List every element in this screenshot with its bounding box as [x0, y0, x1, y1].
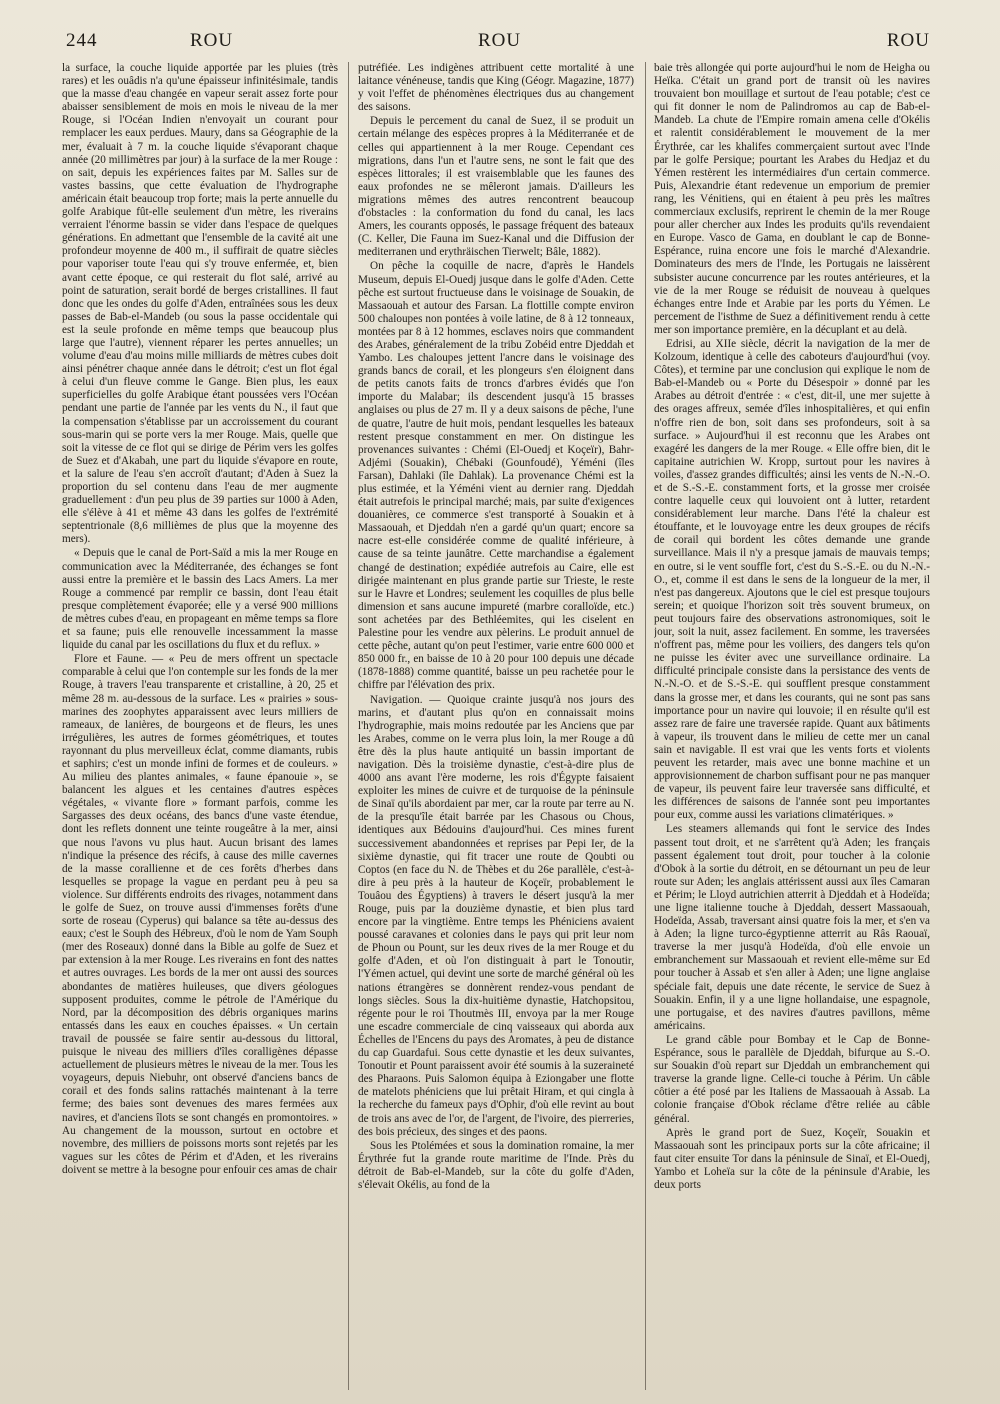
column-rule	[645, 62, 646, 1390]
paragraph: baie très allongée qui porte aujourd'hui le nom de Heigha ou Heïka. C'était un grand port de transit où les navires trouvaient bon mouillage et surtout de l'eau potable; c'est ce qui fit donner le nom de Palindromos au cap de Bab-el-Mandeb. La chute de l'Empire romain amena celle d'Okélis et ralentit considérablement le mouvement de la mer Érythrée, car les khalifes commerçaient surtout avec l'Inde par le golfe Persique; pourtant les Arabes du Hedjaz et du Yémen restèrent les intermédiaires d'un certain commerce. Puis, Alexandrie étant redevenue un emporium de premier rang, les Vénitiens, qui en étaient à peu près les maîtres commerciaux exclusifs, reprirent le chemin de la mer Rouge pour aller chercher aux Indes les produits qu'ils revendaient en Europe. Vasco de Gama, en doublant le cap de Bonne-Espérance, ruina encore une fois le marché d'Alexandrie. Dominateurs des mers de l'Inde, les Portugais ne laissèrent subsister aucune concurrence par les routes antérieures, et la vie de la mer Rouge se réduisit de nouveau à quelques échanges entre Inde et Arabie par les ports du Yémen. Le percement de l'isthme de Suez a définitivement rendu à cette mer son importance première, en la décuplant et au delà.	[654, 62, 930, 336]
column-1	[62, 62, 338, 1390]
paragraph-navigation: Navigation. — Quoique crainte jusqu'à nos jours des marins, et d'autant plus qu'on en connaissait moins l'hydrographie, mais moins redoutée par les Anciens que par les Arabes, comme on le verra plus loin, la mer Rouge a dû être dès la plus haute antiquité un bassin important de navigation. Dès la troisième dynastie, c'est-à-dire plus de 4000 ans avant l'ère moderne, les rois d'Égypte faisaient exploiter les mines de cuivre et de turquoise de la péninsule de Sinaï qu'ils abordaient par mer, car la route par terre au N. de la presqu'île était barrée par les Chasous ou Chous, identiques aux Bédouins d'aujourd'hui. Ces mines furent successivement abandonnées et reprises par Pepi Ier, de la sixième dynastie, qui fit tracer une route de Qoubti ou Coptos (en face du N. de Thèbes et du 26e parallèle, c'est-à-dire à peu près à la hauteur de Koçeïr, probablement le Touâou des Égyptiens) à travers le désert jusqu'à la mer Rouge, puis par la douzième dynastie, et bien plus tard encore par la vingtième. Entre temps les Phéniciens avaient poussé caravanes et colonies dans le pays qui prit leur nom de Phoun ou Pount, sur les deux rives de la mer Rouge et du golfe d'Aden, et où l'on distinguait à part le Tonoutir, l'Yémen actuel, qui devint une sorte de marché général où les nations étrangères se donnèrent rendez-vous pendant de longs siècles. Sous la dix-huitième dynastie, Hatchopsitou, régente pour le roi Thoutmès III, envoya par la mer Rouge une escadre commerciale de cinq vaisseaux qui aborda aux Échelles de l'Encens du pays des Aromates, à peu de distance du cap Guardafui. Sous cette dynastie et les deux suivantes, Tonoutir et Pount paraissent avoir été soumis à la suzeraineté des Pharaons. Puis Salomon équipa à Eziongaber une flotte de matelots phéniciens que lui prêtait Hiram, et qui cingla à la recherche du fameux pays d'Ophir, d'où elle revint au bout de trois ans avec de l'or, de l'argent, de l'ivoire, des pierreries, des bois précieux, des singes et des paons.	[358, 693, 634, 1138]
paragraph: « Depuis que le canal de Port-Saïd a mis la mer Rouge en communication avec la Méditerranée, des échanges se font aussi entre la première et le bassin des Lacs Amers. La mer Rouge a commencé par remplir ce bassin, dont l'eau était presque complètement évaporée; elle y a versé 900 millions de mètres cubes d'eau, en propageant en même temps sa flore et sa faune; puis elle renouvelle incessamment la masse liquide du canal par les oscillations du flux et du reflux. »	[62, 547, 338, 652]
paragraph: Edrisi, au XIIe siècle, décrit la navigation de la mer de Kolzoum, identique à celle des caboteurs d'aujourd'hui (voy. Côtes), et termine par une conclusion qui explique le nom de Bab-el-Mandeb ou « Porte du Désespoir » donné par les Arabes au détroit d'entrée : « c'est, dit-il, une mer sujette à des orages affreux, semée d'îles inhospitalières, et qui enfin n'offre rien de bon, soit dans ses profondeurs, soit à sa surface. » Aujourd'hui il est reconnu que les Arabes ont exagéré les dangers de la mer Rouge. « Elle offre bien, dit le capitaine autrichien W. Kropp, surtout pour les navires à voiles, d'assez grandes difficultés; ainsi les vents de N.-N.-O. et de S.-S.-E. constamment forts, et la grosse mer croisée contre laquelle ceux qui louvoient ont à lutter, retardent considérablement leur marche. Dans l'été la chaleur est étouffante, et le louvoyage entre les deux groupes de récifs de corail qui bordent les côtes demande une grande surveillance. Mais il n'y a presque jamais de mauvais temps; en outre, si le vent souffle fort, c'est du S.-S.-E. ou du N.-N.-O., et, comme il est dans le sens de la longueur de la mer, il n'est pas dangereux. Ajoutons que le ciel est presque toujours serein; et quoique l'horizon soit très souvent brumeux, on peut toujours faire des observations astronomiques, soit le jour, soit la nuit, assez facilement. En somme, les traversées n'offrent pas, même pour les voiliers, des dangers tels qu'on ne puisse les éviter avec une surveillance ordinaire. La difficulté principale consiste dans la persistance des vents de N.-N.-O. et de S.-S.-E. qui soufflent presque constamment dans la grosse mer, et dans les courants, qui ne sont pas sans importance pour un navire qui louvoie; il en résulte qu'il est assez rare de faire une traversée rapide. Quant aux bâtiments à vapeur, ils trouvent dans le milieu de cette mer un canal sain et navigable. Il est vrai que les vents forts et violents peuvent les retarder, mais avec une bonne machine et un approvisionnement de charbon suffisant pour ne pas manquer de vapeur, ils peuvent faire leur traversée sans difficulté, et les différences de saisons de l'année sont peu importantes pour eux, comme aussi les variations climatériques. »	[654, 337, 930, 822]
paragraph: Sous les Ptolémées et sous la domination romaine, la mer Érythrée fut la grande route maritime de l'Inde. Près du détroit de Bab-el-Mandeb, sur la côte du golfe d'Aden, s'élevait Okélis, au fond de la	[358, 1139, 634, 1191]
running-head-left: ROU	[190, 30, 234, 51]
paragraph: la surface, la couche liquide apportée par les pluies (très rares) et les ouâdis n'a qu'une épaisseur infinitésimale, tandis que la masse d'eau changée en vapeur serait assez forte pour abaisser sensiblement de mois en mois le niveau de la mer Rouge, si l'Océan Indien n'envoyait un courant pour remplacer les eaux perdues. Maury, dans sa Géographie de la mer, évaluait à 7 m. la couche liquide s'évaporant chaque année (20 millimètres par jour) à la surface de la mer Rouge : on sait, depuis les expériences faites par M. Salles sur de vastes bassins, que cette évaluation de l'hydrographe américain était beaucoup trop forte; mais la perte annuelle du golfe Arabique fût-elle seulement d'un mètre, les riverains verraient l'énorme bassin se vider dans l'espace de quelques générations. En admettant que l'ensemble de la cavité ait une profondeur moyenne de 400 m., il suffirait de quatre siècles pour vaporiser toute l'eau qui s'y trouve enfermée, et, bien avant cette époque, ce qui resterait du flot salé, arrivé au point de saturation, serait bordé de berges cristallines. Il faut donc que les ondes du golfe d'Aden, entraînées sous les deux passes de Bab-el-Mandeb (ou sous la passe occidentale qui est la seule profonde en même temps que beaucoup plus large que l'autre), viennent réparer les pertes annuelles; un volume d'eau d'au moins mille milliards de mètres cubes doit ainsi pénétrer chaque année dans le détroit; c'est un flot égal à celui d'un fleuve comme le Gange. Bien plus, les eaux superficielles du golfe Arabique étant poussées vers l'Océan pendant une partie de l'année par les vents du N., il faut que la compensation s'établisse par un accroissement du courant sous-marin qui se porte vers la mer Rouge. Mais, quelle que soit la vitesse de ce flot qui se dirige de Périm vers les golfes de Suez et d'Akabah, une part du liquide s'évapore en route, et la salure de l'eau s'en accroît d'autant; d'Aden à Suez la proportion du sel contenu dans l'eau de mer augmente graduellement : d'un peu plus de 39 parties sur 1000 à Aden, elle s'élève à 41 et même 43 dans les golfes de l'extrémité septentrionale (8,6 millièmes de plus que la moyenne des mers).	[62, 62, 338, 546]
running-head-right: ROU	[886, 30, 930, 51]
paragraph: Le grand câble pour Bombay et le Cap de Bonne-Espérance, sous le parallèle de Djeddah, bifurque au S.-O. sur Souakin d'où repart sur Djeddah un embranchement qui traverse la grande ligne. Celle-ci touche à Périm. Un câble côtier a été posé par les Italiens de Massaouah à Assab. La colonie française d'Obok réclame d'être reliée au câble général.	[654, 1033, 930, 1125]
running-head-center: ROU	[478, 30, 522, 51]
paragraph: Après le grand port de Suez, Koçeïr, Souakin et Massaouah sont les principaux ports sur la côte africaine; il faut citer ensuite Tor dans la péninsule de Sinaï, et El-Ouedj, Yambo et Loheïa sur la côte de la péninsule d'Arabie, les deux ports	[654, 1126, 930, 1191]
column-3	[654, 62, 930, 1390]
column-2	[358, 62, 634, 1390]
text-columns	[62, 62, 934, 1392]
paragraph: On pêche la coquille de nacre, d'après le Handels Museum, depuis El-Ouedj jusque dans le golfe d'Aden. Cette pêche est surtout fructueuse dans le voisinage de Souakin, de Massaouah et autour des Farsan. La flottille compte environ 500 chaloupes non pontées à voile latine, de 8 à 12 tonneaux, montées par 8 à 12 hommes, esclaves noirs que commandent des Arabes, généralement de la tribu Zobéid entre Djeddah et Yambo. Les chaloupes jettent l'ancre dans le voisinage des grands bancs de corail, et les plongeurs s'en éloignent dans de petits canots faits de troncs d'arbres évidés que l'on importe du Malabar; ils descendent jusqu'à 15 brasses anglaises ou plus de 27 m. Il y a deux saisons de pêche, l'une de quatre, l'autre de huit mois, pendant lesquelles les bateaux restent presque constamment en mer. On distingue les provenances suivantes : Chémi (El-Ouedj et Koçeïr), Bahr-Adjémi (Souakin), Chébaki (Gounfoudé), Yéméni (îles Farsan), Dahlaki (île Dahlak). La provenance Chémi est la plus estimée, et la Yéméni vient au dernier rang. Djeddah était autrefois le principal marché; mais, par suite d'exigences douanières, ce commerce s'est transporté à Souakin et à Massaouah, et Djeddah n'en a gardé qu'un quart; encore sa nacre est-elle considérée comme de qualité inférieure, à cause de sa teinte jaunâtre. Cette marchandise a également changé de destination; expédiée autrefois au Caire, elle est dirigée maintenant en plus grande partie sur Trieste, le reste sur le Havre et Londres; seulement les coquilles de plus belle dimension et sans aucune impureté (marbre coralloïde, etc.) sont achetées par des Bethléemites, qui les ciselent en Palestine pour les vendre aux pèlerins. Le produit annuel de cette pêche, autant qu'on peut l'estimer, varie entre 600 000 et 850 000 fr., en baisse de 10 à 20 pour 100 depuis une décade (1878-1888) comme quantité, baisse un peu rachetée pour le chiffre par l'élévation des prix.	[358, 260, 634, 692]
column-rule	[348, 62, 349, 1390]
page-number: 244	[66, 30, 98, 51]
paragraph-flore-et-faune: Flore et Faune. — « Peu de mers offrent un spectacle comparable à celui que l'on contemple sur les fonds de la mer Rouge, à travers l'eau transparente et cristalline, à 20, 25 et même 28 m. au-dessous de la surface. Les « prairies » sous-marines des zoophytes apparaissent avec leurs milliers de rameaux, de lanières, de bourgeons et de fleurs, les unes irrégulières, les autres de formes géométriques, et toutes rayonnant du plus merveilleux éclat, comme diamants, rubis et saphirs; c'est un monde infini de formes et de couleurs. » Au milieu des plantes animales, « faune épanouie », se balancent les algues et les centaines d'autres espèces végétales, « vivante flore » formant parfois, comme les Sargasses des deux océans, des bancs d'une vaste étendue, dont les reflets donnent une teinte rougeâtre à la mer, ainsi que nous l'avons vu plus haut. Aucun brisant des lames n'indique la présence des récifs, à cause des mille cavernes de la masse corallienne et de ces forêts d'herbes dans lesquelles se propage la vague en perdant peu à peu sa violence. Sur différents endroits des rivages, notamment dans le golfe de Suez, on trouve aussi d'immenses forêts d'une sorte de roseau (Cyperus) qui balance sa tête au-dessus des eaux; c'est le Souph des Hébreux, d'où le nom de Yam Souph (mer des Roseaux) donné dans la Bible au golfe de Suez et par extension à la mer Rouge. Les riverains en font des nattes et autres ouvrages. Les bords de la mer ont aussi des sources abondantes de matières huileuses, que divers géologues supposent produites, comme le pétrole de l'Amérique du Nord, par la décomposition des débris organiques marins entassés dans les eaux en couches épaisses. « Un certain travail de poussée se faire sentir au-dessous du littoral, puisque le niveau des milliers d'îles coralligènes dépasse actuellement de plusieurs mètres le niveau de la mer. Tous les voyageurs, depuis Niebuhr, ont observé d'anciens bancs de corail et des fonds salins rattachés maintenant à la terre ferme; des baies sont devenues des mares fermées aux navires, et d'anciens îlots se sont changés en promontoires. » Au changement de la mousson, surtout en octobre et novembre, des milliers de poissons morts sont rejetés par les vagues sur les côtes de Périm et d'Aden, et les riverains doivent se mettre à la besogne pour enfouir ces amas de chair	[62, 653, 338, 1176]
running-header	[66, 30, 930, 56]
paragraph: Les steamers allemands qui font le service des Indes passent tout droit, et ne s'arrêtent qu'à Aden; les français passent également tout droit, pour toucher à la colonie d'Obok à la sortie du détroit, en se détournant un peu de leur route sur Aden; les anglais attérissent aussi aux îles Camaran et Périm; le Lloyd autrichien atterrit à Djeddah et à Hodeïda; une ligne italienne touche à Djeddah, dessert Massaouah, Hodeïda, Assab, traversant ainsi quatre fois la mer, et s'en va à Aden; la ligne turco-égyptienne atterrit au Râs Raouaï, traverse la mer jusqu'à Hodeïda, d'où elle envoie un embranchement sur Massaouah et revient elle-même sur Ed pour toucher à Assab et s'en aller à Aden; une ligne anglaise spéciale fait, depuis une date récente, le service de Suez à Souakin. Enfin, il y a une ligne hollandaise, une espagnole, une portugaise, et des navires d'autres pavillons, même américains.	[654, 823, 930, 1032]
paragraph: putréfiée. Les indigènes attribuent cette mortalité à une laitance vénéneuse, tandis que King (Géogr. Magazine, 1877) y voit l'effet de phénomènes électriques dus au changement des saisons.	[358, 62, 634, 114]
paragraph: Depuis le percement du canal de Suez, il se produit un certain mélange des espèces propres à la Méditerranée et de celles qui appartiennent à la mer Rouge. Cependant ces migrations, dans l'un et l'autre sens, ne sont le fait que des espèces littorales; il est vraisemblable que les faunes des eaux profondes ne se mêleront jamais. D'ailleurs les migrations mêmes des autres rencontrent beaucoup d'obstacles : la conformation du fond du canal, les lacs Amers, les courants opposés, le passage fréquent des bateaux (C. Keller, Die Fauna im Suez-Kanal und die Diffusion der mediterranen und erythräischen Tierwelt; Bâle, 1882).	[358, 115, 634, 259]
